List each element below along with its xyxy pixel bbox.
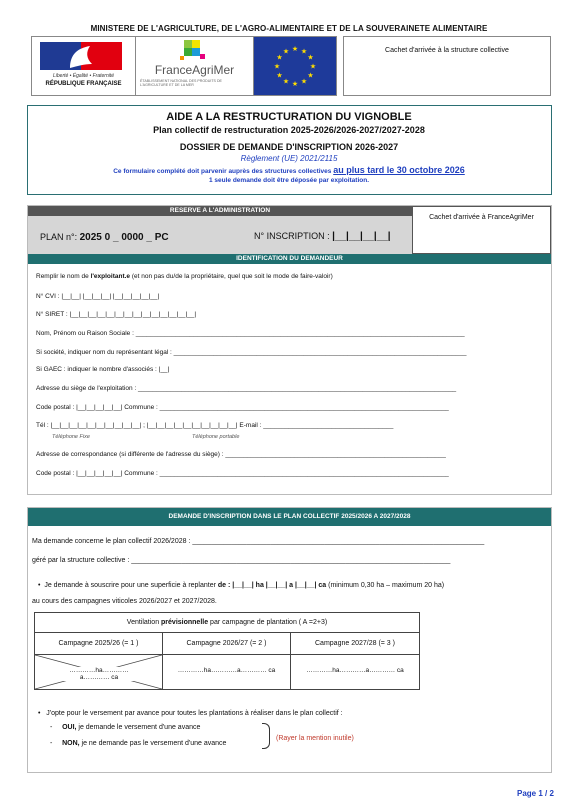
bullet-icon: •	[38, 710, 47, 717]
svg-text:★: ★	[282, 47, 290, 56]
franceagrimer-name: FranceAgriMer	[154, 63, 235, 77]
svg-text:★: ★	[273, 62, 281, 71]
svg-text:★: ★	[291, 45, 299, 53]
postal-code-field[interactable]: Code postal : |__|__|__|__|__| Commune : ________________________________________________________________________________	[36, 404, 449, 411]
identification-header: IDENTIFICATION DU DEMANDEUR	[28, 254, 551, 264]
campaign-col-1: Campagne 2025/26 (= 1 ) …………ha…………a………… ca	[35, 633, 163, 689]
deadline-note: Ce formulaire complété doit parvenir auprès des structures collectives au plus tard le 30 octobre 2026	[113, 165, 465, 175]
strike-instruction: (Rayer la mention inutile)	[276, 735, 354, 742]
siret-field[interactable]: N° SIRET : |__|__|__|__|__|__|__|__|__|__|__|__|__|__|	[36, 311, 197, 318]
bullet-icon: •	[38, 582, 45, 589]
svg-text:★: ★	[276, 53, 283, 62]
svg-text:★: ★	[307, 71, 314, 80]
logos-box	[31, 36, 337, 96]
advance-yes-option[interactable]: - OUI, je demande le versement d'une avance	[50, 724, 201, 731]
dossier-title: DOSSIER DE DEMANDE D'INSCRIPTION 2026-2027	[179, 142, 399, 152]
campaign-col-3: Campagne 2027/28 (= 3 ) …………ha…………a………… ca	[291, 633, 419, 689]
surface-request[interactable]: • Je demande à souscrire pour une superficie à replanter de : |__|__| ha |__|__| a |__|__| ca (minimum 0,30 ha – maximum 20 ha)	[38, 582, 445, 589]
svg-text:★: ★	[291, 80, 299, 88]
eu-stars-icon	[265, 44, 325, 88]
single-request-note: 1 seule demande doit être déposée par exploitation.	[208, 177, 369, 184]
brace-icon	[262, 723, 270, 749]
ministry-title: MINISTERE DE L'AGRICULTURE, DE L'AGRO-ALIMENTAIRE ET DE LA SOUVERAINETE ALIMENTAIRE	[90, 24, 488, 33]
cachet-collective-box: Cachet d'arrivée à la structure collective	[343, 36, 551, 96]
franceagrimer-mark-icon	[180, 40, 206, 62]
advance-option-line: • J'opte pour le versement par avance pour toutes les plantations à réaliser dans le plan collectif :	[38, 710, 343, 717]
ventilation-table	[34, 612, 420, 690]
inscription-number: N° INSCRIPTION : |__|__|__|__|	[254, 231, 391, 242]
form-title: AIDE A LA RESTRUCTURATION DU VIGNOBLE	[166, 111, 412, 123]
dash-icon: -	[50, 740, 63, 747]
structure-collective-field[interactable]: géré par la structure collective : __________________________________________________________________________________	[32, 557, 451, 564]
phone-fixed-caption: Téléphone Fixe	[52, 434, 90, 440]
page-number: Page 1 / 2	[517, 789, 554, 798]
advance-no-option[interactable]: - NON, je ne demande pas le versement d'une avance	[50, 740, 227, 747]
representative-field[interactable]: Si société, indiquer nom du représentant légal : _________________________________________________________________________________	[36, 349, 467, 356]
regulation: Règlement (UE) 2021/2115	[240, 154, 338, 163]
address-field[interactable]: Adresse du siège de l'exploitation : ________________________________________________________________________________________	[36, 385, 457, 392]
rf-motto: Liberté • Égalité • Fraternité	[52, 73, 115, 79]
correspondence-field[interactable]: Adresse de correspondance (si différente de l'adresse du siège) : _____________________________________________________________	[36, 451, 446, 458]
deadline-date: au plus tard le 30 octobre 2026	[333, 165, 465, 175]
rf-name: RÉPUBLIQUE FRANÇAISE	[45, 81, 122, 87]
franceagrimer-subtitle: ÉTABLISSEMENT NATIONAL DES PRODUITS DE L'AGRICULTURE ET DE LA MER	[140, 79, 222, 88]
postal-code-2-field[interactable]: Code postal : |__|__|__|__|__| Commune : ________________________________________________________________________________	[36, 470, 449, 477]
franceagrimer-logo	[136, 37, 254, 95]
svg-text:★: ★	[309, 62, 317, 71]
svg-text:★: ★	[276, 71, 283, 80]
plan-collectif-field[interactable]: Ma demande concerne le plan collectif 2026/2028 : ___________________________________________________________________________	[32, 538, 485, 545]
plan-number: PLAN n°: 2025 0 _ 0000 _ PC	[40, 232, 169, 243]
svg-text:★: ★	[282, 77, 290, 86]
rf-logo	[32, 37, 136, 95]
ventilation-title: Ventilation prévisionnelle par campagne de plantation ( A =2+3)	[35, 613, 419, 633]
phone-mobile-caption: Téléphone portable	[192, 434, 240, 440]
svg-text:★: ★	[300, 77, 308, 86]
cachet-franceagrimer-box: Cachet d'arrivée à FranceAgriMer	[412, 206, 551, 254]
svg-text:★: ★	[307, 53, 314, 62]
identification-instruction: Remplir le nom de l'exploitant.e (et non pas du/de la propriétaire, quel que soit le mode de faire-valoir)	[36, 273, 333, 280]
dash-icon: -	[50, 724, 63, 731]
svg-text:★: ★	[300, 47, 308, 56]
rf-flag-icon	[40, 42, 122, 70]
phone-email-field[interactable]: Tél : |__|__|__|__|__|__|__|__|__|__| ; |__|__|__|__|__|__|__|__|__|__| E-mail : ____________________________________	[36, 422, 394, 429]
name-field[interactable]: Nom, Prénom ou Raison Sociale : ___________________________________________________________________________________________	[36, 330, 465, 337]
form-subtitle: Plan collectif de restructuration 2025-2026/2026-2027/2027-2028	[153, 125, 425, 135]
campaigns-line: au cours des campagnes viticoles 2026/2027 et 2027/2028.	[32, 598, 217, 605]
demande-header: DEMANDE D'INSCRIPTION DANS LE PLAN COLLECTIF 2025/2026 A 2027/2028	[28, 508, 551, 526]
admin-header: RESERVE A L'ADMINISTRATION	[28, 206, 412, 216]
gaec-field[interactable]: Si GAEC : indiquer le nombre d'associés : |__|	[36, 366, 170, 373]
eu-logo	[254, 37, 336, 95]
cvi-field[interactable]: N° CVI : |__|__| |__|__|__| |__|__|__|__|__|	[36, 293, 160, 300]
campaign-col-2: Campagne 2026/27 (= 2 ) …………ha…………a………… ca	[163, 633, 291, 689]
